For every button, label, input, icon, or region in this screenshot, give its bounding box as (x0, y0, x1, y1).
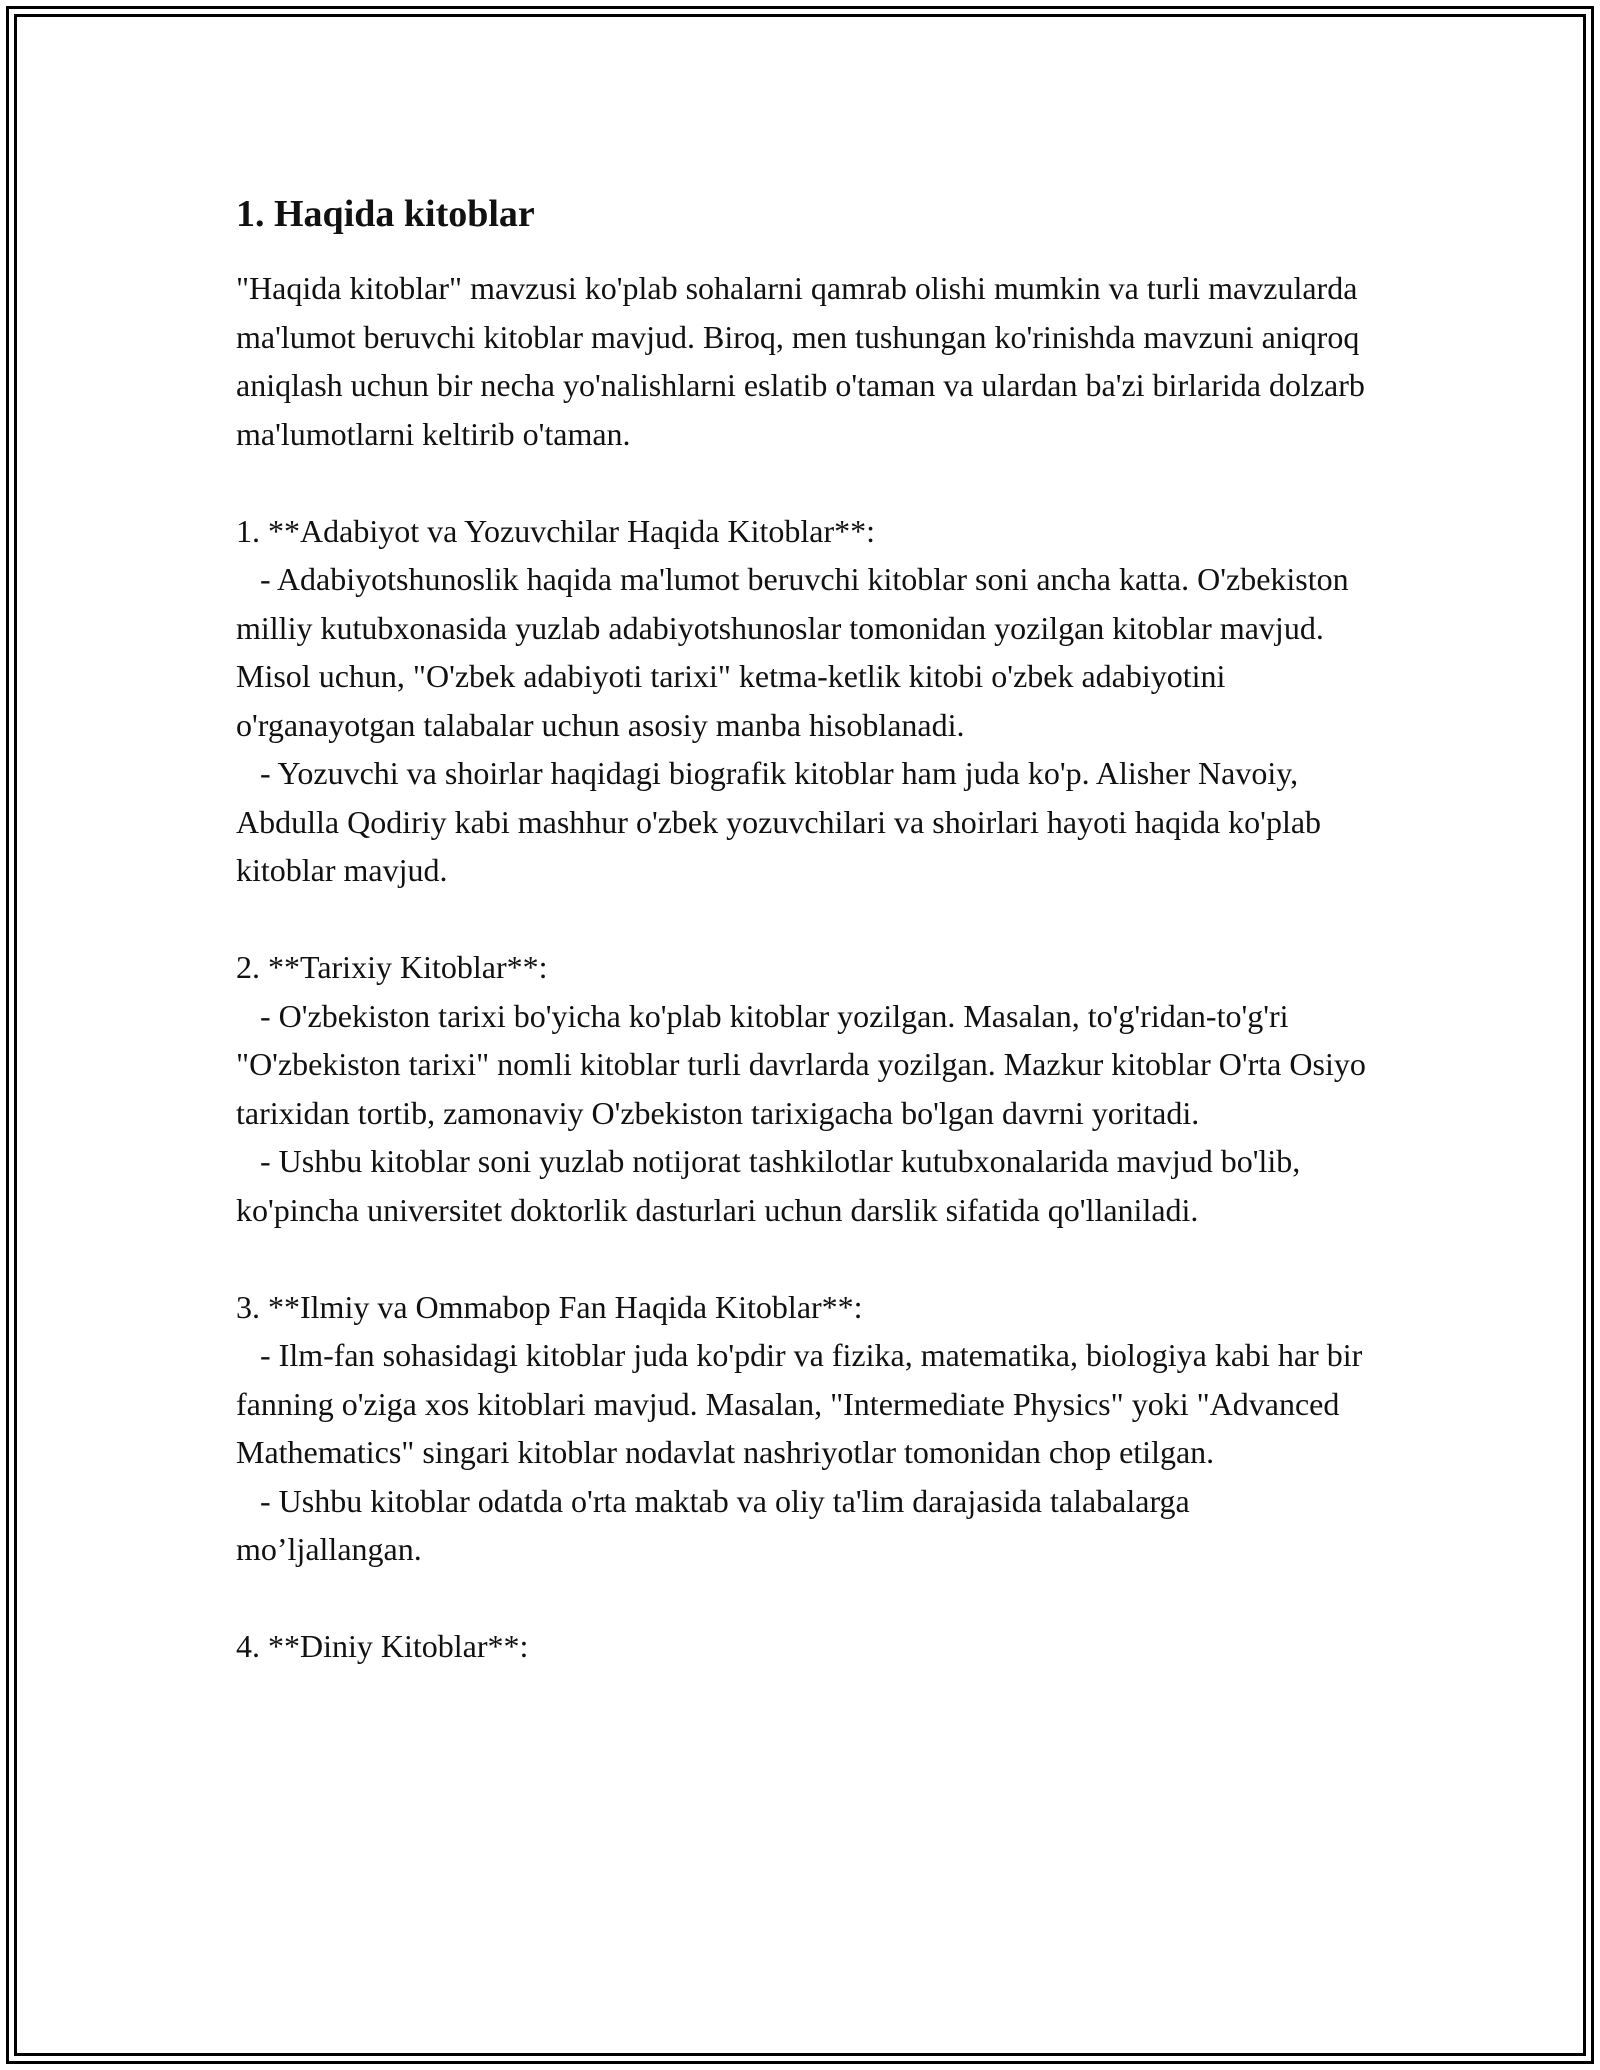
document-title: 1. Haqida kitoblar (236, 193, 535, 235)
intro-paragraph: "Haqida kitoblar" mavzusi ko'plab sohalarni qamrab olishi mumkin va turli mavzularda ma'lumot beruvchi kitoblar mavjud. Biroq, men tushungan ko'rinishda mavzuni aniqroq aniqlash uchun bir necha yo'nalishlarni eslatib o'taman va ulardan ba'zi birlarida dolzarb ma'lumotlarni keltirib o'taman. (236, 270, 1373, 452)
section-item: - Yozuvchi va shoirlar haqidagi biografik kitoblar ham juda ko'p. Alisher Navoiy, Abdulla Qodiriy kabi mashhur o'zbek yozuvchilari va shoirlari hayoti haqida ko'plab kitoblar mavjud. (236, 755, 1330, 888)
section-item: - Adabiyotshunoslik haqida ma'lumot beruvchi kitoblar soni ancha katta. O'zbekiston milliy kutubxonasida yuzlab adabiyotshunoslar tomonidan yozilgan kitoblar mavjud. Misol uchun, "O'zbek adabiyoti tarixi" ketma-ketlik kitobi o'zbek adabiyotini o'rganayotgan talabalar uchun asosiy manba hisoblanadi. (236, 561, 1357, 743)
document-body (236, 186, 1376, 1671)
section-heading: 4. **Diniy Kitoblar**: (236, 1628, 529, 1664)
section-gap (236, 1234, 1376, 1283)
section-item: - Ushbu kitoblar odatda o'rta maktab va oliy ta'lim darajasida talabalarga mo’ljallangan. (236, 1482, 1198, 1567)
section-heading: 1. **Adabiyot va Yozuvchilar Haqida Kitoblar**: (236, 512, 875, 549)
section-item: - O'zbekiston tarixi bo'yicha ko'plab kitoblar yozilgan. Masalan, to'g'ridan-to'g'ri "O'zbekiston tarixi" nomli kitoblar turli davrlarda yozilgan. Mazkur kitoblar O'rta Osiyo tarixidan tortib, zamonaviy O'zbekiston tarixigacha bo'lgan davrni yoritadi. (236, 997, 1374, 1131)
section-heading: 3. **Ilmiy va Ommabop Fan Haqida Kitoblar**: (236, 1288, 863, 1325)
section-gap (236, 1574, 1376, 1623)
section-gap (236, 458, 1376, 507)
section-item: - Ilm-fan sohasidagi kitoblar juda ko'pdir va fizika, matematika, biologiya kabi har bir fanning o'ziga xos kitoblari mavjud. Masalan, "Intermediate Physics" yoki "Advanced Mathematics" singari kitoblar nodavlat nashriyotlar tomonidan chop etilgan. (236, 1337, 1371, 1470)
section-gap (236, 895, 1376, 944)
section-heading: 2. **Tarixiy Kitoblar**: (236, 949, 548, 985)
section-item: - Ushbu kitoblar soni yuzlab notijorat tashkilotlar kutubxonalarida mavjud bo'lib, ko'pincha universitet doktorlik dasturlari uchun darslik sifatida qo'llaniladi. (236, 1143, 1309, 1228)
